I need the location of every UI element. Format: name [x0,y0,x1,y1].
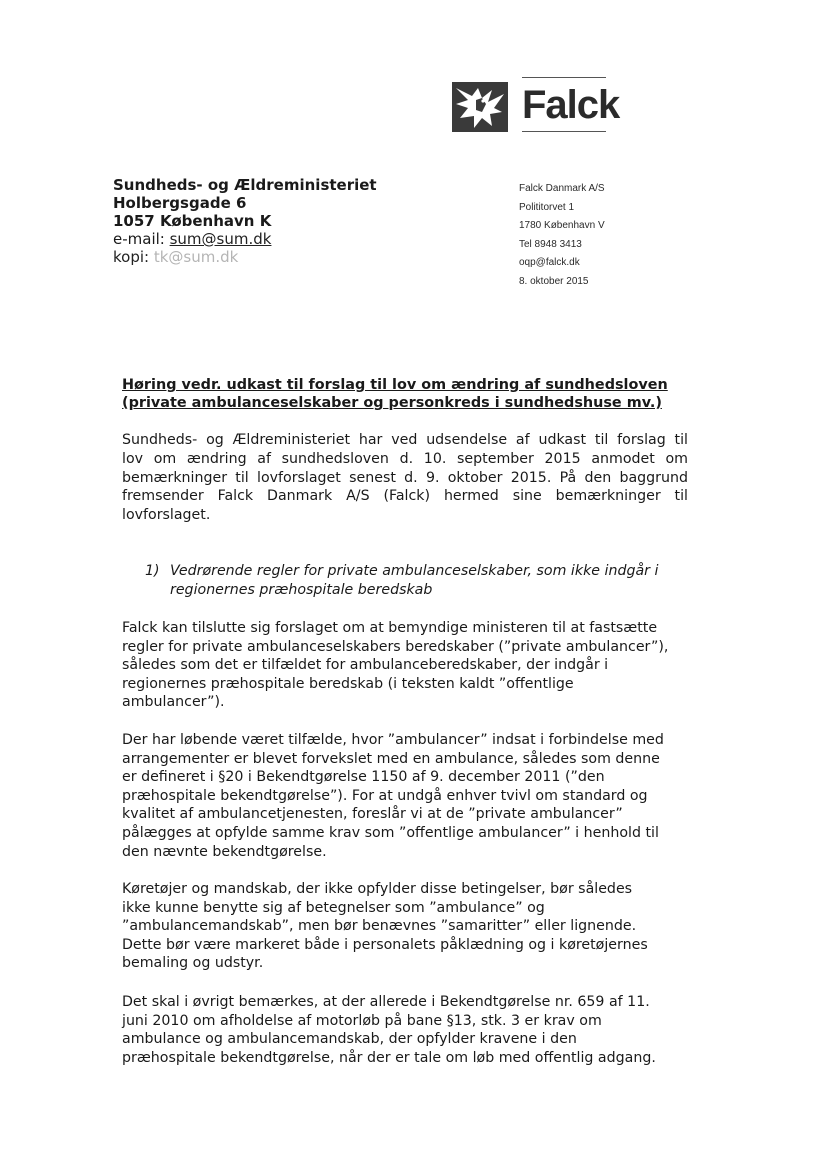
section-heading-line: regionernes præhospitale beredskab [170,582,433,598]
letter-subject [122,376,692,412]
copy-email: tk@sum.dk [153,248,239,266]
recipient-name: Sundheds- og Ældreministeriet [113,176,377,194]
recipient-email-line [113,230,377,248]
paragraph-line: bemaling og udstyr. [122,955,264,972]
section-heading-line: Vedrørende regler for private ambulanceselskaber, som ikke indgår i [170,563,659,579]
paragraph-line: arrangementer er blevet forvekslet med en ambulance, således som denne [122,750,660,767]
recipient-street: Holbergsgade 6 [113,194,247,212]
paragraph-line: er defineret i §20 i Bekendtgørelse 1150 af 9. december 2011 (”den [122,769,605,786]
sender-street: Polititorvet 1 [519,201,575,213]
intro-line: lovforslaget. [122,507,211,524]
paragraph-line: præhospitale bekendtgørelse, når der er tale om løb med offentlig adgang. [122,1049,656,1066]
body-paragraph [122,993,692,1067]
subject-line-2: (private ambulanceselskaber og personkreds i sundhedshuse mv.) [122,395,662,411]
section-number: 1) [145,563,160,579]
body-paragraph [122,731,692,861]
paragraph-line: pålægges at opfylde samme krav som ”offentlige ambulancer” i henhold til [122,824,659,841]
recipient-address [113,176,377,266]
paragraph-line: således som det er tilfældet for ambulanceberedskaber, der indgår i [122,657,609,674]
paragraph-line: ”ambulancemandskab”, men bør benævnes ”samaritter” eller lignende. [122,918,637,935]
subject-line-1: Høring vedr. udkast til forslag til lov om ændring af sundhedsloven [122,377,668,393]
paragraph-line: Det skal i øvrigt bemærkes, at der allerede i Bekendtgørelse nr. 659 af 11. [122,994,650,1010]
paragraph-line: ambulance og ambulancemandskab, der opfylder kravene i den [122,1031,577,1048]
letter-date: 8. oktober 2015 [519,275,589,287]
intro-line: bemærkninger til lovforslaget senest d. 9. oktober 2015. På den baggrund [122,469,688,486]
paragraph-line: ambulancer”). [122,694,225,711]
intro-line: fremsender Falck Danmark A/S (Falck) hermed sine bemærkninger til [122,488,688,505]
paragraph-line: kvalitet af ambulancetjenesten, foreslår vi at de ”private ambulancer” [122,806,623,823]
recipient-email-link[interactable]: sum@sum.dk [169,230,272,248]
sender-address [519,180,605,292]
recipient-city: 1057 København K [113,212,272,230]
paragraph-line: Køretøjer og mandskab, der ikke opfylder disse betingelser, bør således [122,881,633,897]
intro-paragraph [122,431,688,525]
paragraph-line: Der har løbende været tilfælde, hvor ”ambulancer” indsat i forbindelse med [122,732,664,748]
paragraph-line: den nævnte bekendtgørelse. [122,843,327,860]
eagle-icon [452,82,508,132]
paragraph-line: regler for private ambulanceselskabers beredskaber (”private ambulancer”), [122,638,669,655]
paragraph-line: juni 2010 om afholdelse af motorløb på bane §13, stk. 3 er krav om [122,1012,602,1029]
paragraph-line: Dette bør være markeret både i personalets påklædning og i køretøjernes [122,936,648,953]
logo-rule-bottom [522,131,606,132]
sender-name: Falck Danmark A/S [519,183,605,194]
sender-email: oqp@falck.dk [519,257,580,269]
intro-line: Sundheds- og Ældreministeriet har ved udsendelse af udkast til forslag til [122,432,688,448]
paragraph-line: regionernes præhospitale beredskab (i teksten kaldt ”offentlige [122,675,574,692]
body-paragraph [122,880,692,973]
logo-rule-top [522,77,606,78]
paragraph-line: ikke kunne benytte sig af betegnelser som ”ambulance” og [122,899,545,916]
copy-label: kopi: [113,248,154,266]
intro-line: lov om ændring af sundhedsloven d. 10. september 2015 anmodet om [122,450,688,467]
recipient-copy-line [113,248,377,266]
body-paragraph [122,619,692,712]
paragraph-line: præhospitale bekendtgørelse”). For at undgå enhver tvivl om standard og [122,787,648,804]
email-label: e-mail: [113,230,170,248]
sender-city: 1780 København V [519,220,605,232]
logo-wordmark: Falck [522,83,620,127]
paragraph-line: Falck kan tilslutte sig forslaget om at bemyndige ministeren til at fastsætte [122,620,658,636]
sender-phone: Tel 8948 3413 [519,238,582,250]
